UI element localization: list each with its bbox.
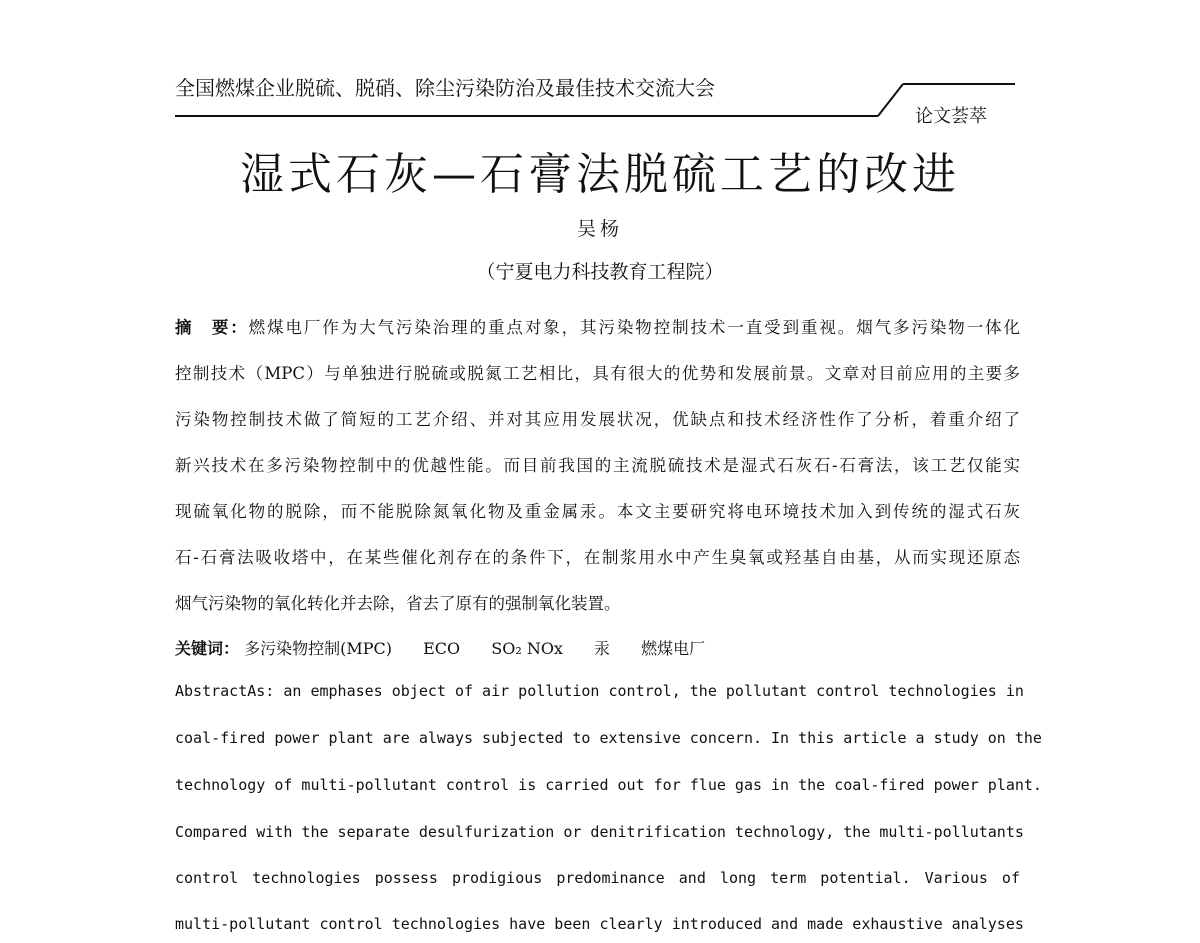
abstract-line — [175, 314, 1020, 338]
paper-author: 吴杨 — [576, 218, 623, 240]
keyword: 多污染物控制(MPC) — [244, 639, 392, 658]
abstract-line: 污染物控制技术做了简短的工艺介绍、并对其应用发展状况，优缺点和技术经济性作了分析，着重介绍了 — [175, 410, 1020, 429]
english-abstract-line: coal-fired power plant are always subjected to extensive concern. In this article a study on the — [175, 729, 1042, 747]
paper-affiliation: （宁夏电力科技教育工程院） — [476, 261, 724, 283]
abstract-line: 现硫氧化物的脱除，而不能脱除氮氧化物及重金属汞。本文主要研究将电环境技术加入到传统的湿式石灰 — [175, 502, 1020, 521]
keyword: 汞 — [594, 639, 611, 658]
abstract-label: 摘 要： — [175, 318, 249, 337]
english-abstract-line: Compared with the separate desulfurization or denitrification technology, the multi-pollutants — [175, 823, 1024, 841]
keyword: SO₂ NOx — [491, 639, 563, 658]
abstract-text: 燃煤电厂作为大气污染治理的重点对象，其污染物控制技术一直受到重视。烟气多污染物一体化 — [248, 318, 1021, 337]
section-tag: 论文荟萃 — [915, 106, 987, 127]
english-abstract-line: control technologies possess prodigious predominance and long term potential. Various of — [175, 869, 1020, 887]
english-abstract-line: multi-pollutant control technologies have been clearly introduced and made exhaustive analyses — [175, 915, 1024, 933]
keyword: 燃煤电厂 — [641, 639, 706, 658]
abstract-line: 控制技术（MPC）与单独进行脱硫或脱氮工艺相比，具有很大的优势和发展前景。文章对目前应用的主要多 — [175, 364, 1020, 383]
keywords-label: 关键词： — [175, 639, 240, 658]
abstract-line: 烟气污染物的氧化转化并去除，省去了原有的强制氧化装置。 — [175, 594, 621, 613]
conference-header: 全国燃煤企业脱硫、脱硝、除尘污染防治及最佳技术交流大会 — [175, 76, 715, 100]
keywords — [175, 636, 731, 659]
paper-title: 湿式石灰—石膏法脱硫工艺的改进 — [240, 149, 960, 200]
abstract-line: 石-石膏法吸收塔中，在某些催化剂存在的条件下，在制浆用水中产生臭氧或羟基自由基，从而实现还原态 — [175, 548, 1020, 567]
english-abstract-line: technology of multi-pollutant control is carried out for flue gas in the coal-fired power plant. — [175, 776, 1042, 794]
abstract-line: 新兴技术在多污染物控制中的优越性能。而目前我国的主流脱硫技术是湿式石灰石-石膏法，该工艺仅能实 — [175, 456, 1020, 475]
header-rule — [0, 0, 1200, 130]
keyword: ECO — [423, 639, 461, 658]
english-abstract-line: AbstractAs: an emphases object of air pollution control, the pollutant control technologies in — [175, 682, 1024, 700]
